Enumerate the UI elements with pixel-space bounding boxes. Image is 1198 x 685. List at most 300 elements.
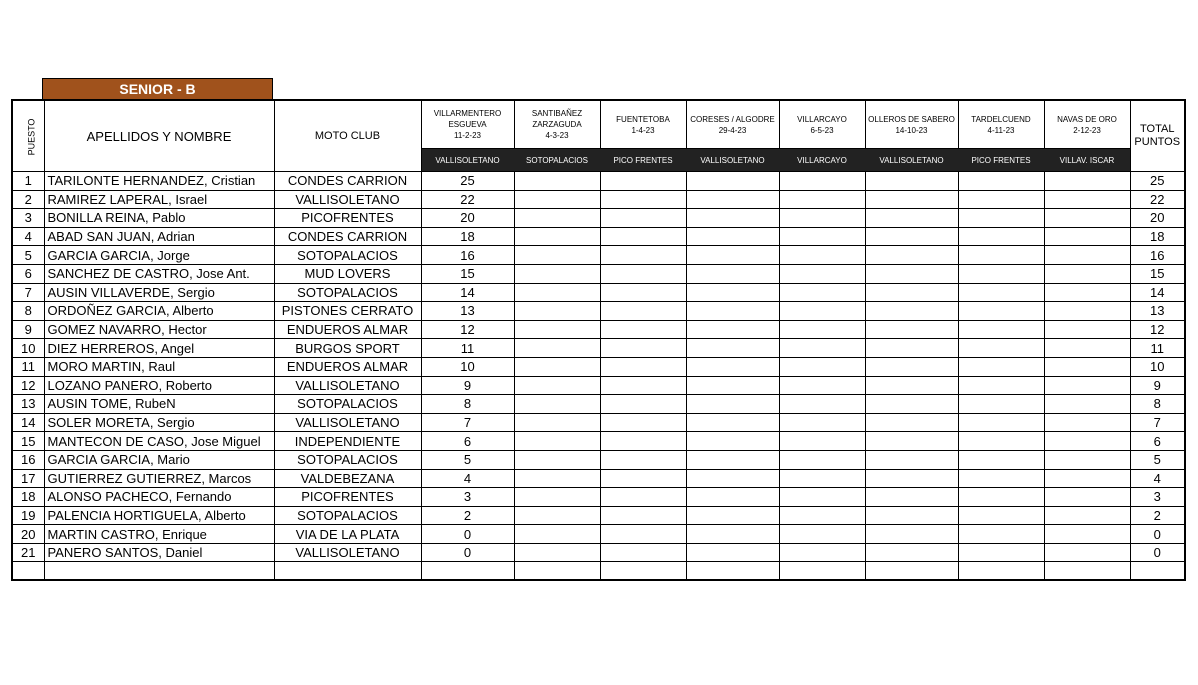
race-points [958,488,1044,507]
total-points: 5 [1130,450,1185,469]
table-row [12,246,1185,265]
table-row [12,190,1185,209]
race-points [1044,283,1130,302]
race-points [514,264,600,283]
total-points: 25 [1130,172,1185,191]
race-points [958,469,1044,488]
rider-club: ENDUEROS ALMAR [274,357,421,376]
race-points [1044,395,1130,414]
empty-cell [865,562,958,581]
race-points [686,357,779,376]
rider-name: SOLER MORETA, Sergio [44,413,274,432]
race-header: TARDELCUEND 4-11-23 [958,100,1044,149]
race-points: 5 [421,450,514,469]
race-points [865,469,958,488]
empty-row [12,562,1185,581]
table-row [12,320,1185,339]
race-points [865,488,958,507]
standings-table [11,99,1186,581]
race-points: 7 [421,413,514,432]
rider-club: PISTONES CERRATO [274,302,421,321]
race-points [958,264,1044,283]
race-points [600,246,686,265]
race-points [686,190,779,209]
race-points [600,283,686,302]
race-points [686,172,779,191]
race-points: 14 [421,283,514,302]
table-row [12,283,1185,302]
race-points: 0 [421,543,514,562]
rider-club: VALLISOLETANO [274,543,421,562]
rider-name: ORDOÑEZ GARCIA, Alberto [44,302,274,321]
race-points [865,432,958,451]
header-total: TOTAL PUNTOS [1130,100,1185,172]
rider-position: 2 [12,190,44,209]
race-points [865,450,958,469]
rider-position: 10 [12,339,44,358]
rider-name: PANERO SANTOS, Daniel [44,543,274,562]
race-points [779,450,865,469]
rider-club: VALDEBEZANA [274,469,421,488]
race-points [1044,264,1130,283]
empty-cell [12,562,44,581]
total-points: 2 [1130,506,1185,525]
race-points [958,246,1044,265]
race-points [1044,246,1130,265]
race-points: 0 [421,525,514,544]
race-points [1044,302,1130,321]
rider-name: GOMEZ NAVARRO, Hector [44,320,274,339]
race-points [514,320,600,339]
race-points [600,357,686,376]
race-points [1044,209,1130,228]
table-row [12,227,1185,246]
race-points [958,543,1044,562]
rider-name: ALONSO PACHECO, Fernando [44,488,274,507]
race-points [600,543,686,562]
rider-position: 17 [12,469,44,488]
table-row [12,432,1185,451]
race-points [1044,488,1130,507]
rider-name: GARCIA GARCIA, Jorge [44,246,274,265]
race-points [600,227,686,246]
race-points: 22 [421,190,514,209]
race-points [514,357,600,376]
race-points [600,320,686,339]
race-organizer: PICO FRENTES [958,149,1044,172]
race-points [958,395,1044,414]
race-header: VILLARCAYO 6-5-23 [779,100,865,149]
race-points [779,209,865,228]
rider-position: 18 [12,488,44,507]
rider-position: 20 [12,525,44,544]
race-points [865,320,958,339]
table-row [12,264,1185,283]
race-points [686,209,779,228]
race-points [958,227,1044,246]
race-points [779,172,865,191]
race-points [958,320,1044,339]
empty-cell [686,562,779,581]
empty-cell [779,562,865,581]
race-points [865,190,958,209]
race-points [865,283,958,302]
race-header: VILLARMENTERO ESGUEVA 11-2-23 [421,100,514,149]
rider-position: 9 [12,320,44,339]
race-points [514,227,600,246]
rider-position: 7 [12,283,44,302]
rider-position: 12 [12,376,44,395]
race-points [865,339,958,358]
race-points [865,506,958,525]
race-points [514,376,600,395]
race-points [686,264,779,283]
race-points [514,450,600,469]
empty-cell [958,562,1044,581]
rider-club: SOTOPALACIOS [274,506,421,525]
race-points [865,525,958,544]
race-points [600,264,686,283]
race-points [779,543,865,562]
race-points [1044,190,1130,209]
rider-position: 16 [12,450,44,469]
race-points [514,339,600,358]
race-points [779,339,865,358]
rider-club: BURGOS SPORT [274,339,421,358]
race-organizer: SOTOPALACIOS [514,149,600,172]
rider-club: INDEPENDIENTE [274,432,421,451]
race-points [600,209,686,228]
race-points [779,432,865,451]
total-points: 10 [1130,357,1185,376]
table-row [12,395,1185,414]
race-points [958,450,1044,469]
table-row [12,376,1185,395]
race-points [686,488,779,507]
race-points [865,227,958,246]
race-points [958,525,1044,544]
total-points: 3 [1130,488,1185,507]
rider-name: GARCIA GARCIA, Mario [44,450,274,469]
race-points [514,246,600,265]
race-organizer: VALLISOLETANO [421,149,514,172]
total-points: 0 [1130,543,1185,562]
rider-name: ABAD SAN JUAN, Adrian [44,227,274,246]
rider-position: 6 [12,264,44,283]
race-points [865,302,958,321]
total-points: 6 [1130,432,1185,451]
header-nombre: APELLIDOS Y NOMBRE [44,100,274,172]
table-row [12,525,1185,544]
race-points [865,264,958,283]
race-header: NAVAS DE ORO 2-12-23 [1044,100,1130,149]
rider-name: MORO MARTIN, Raul [44,357,274,376]
rider-club: PICOFRENTES [274,209,421,228]
race-points [686,376,779,395]
empty-cell [1130,562,1185,581]
rider-club: CONDES CARRION [274,227,421,246]
race-points [958,357,1044,376]
rider-position: 1 [12,172,44,191]
header-puesto: PUESTO [12,100,44,172]
table-row [12,450,1185,469]
race-points [686,525,779,544]
rider-club: MUD LOVERS [274,264,421,283]
race-points [686,283,779,302]
race-points: 15 [421,264,514,283]
race-points [1044,432,1130,451]
rider-club: SOTOPALACIOS [274,246,421,265]
race-points [958,506,1044,525]
race-points [958,339,1044,358]
race-points: 9 [421,376,514,395]
race-points: 12 [421,320,514,339]
race-points [686,506,779,525]
race-points: 8 [421,395,514,414]
total-points: 18 [1130,227,1185,246]
rider-club: PICOFRENTES [274,488,421,507]
race-points [1044,357,1130,376]
rider-name: DIEZ HERREROS, Angel [44,339,274,358]
race-points [686,339,779,358]
total-points: 11 [1130,339,1185,358]
race-points [779,283,865,302]
race-points [1044,543,1130,562]
race-points [779,395,865,414]
race-points [600,172,686,191]
empty-cell [514,562,600,581]
race-points [865,246,958,265]
race-points [779,357,865,376]
rider-club: VIA DE LA PLATA [274,525,421,544]
total-points: 7 [1130,413,1185,432]
race-points [1044,469,1130,488]
table-row [12,302,1185,321]
rider-name: MARTIN CASTRO, Enrique [44,525,274,544]
race-points: 16 [421,246,514,265]
total-points: 16 [1130,246,1185,265]
race-points [514,469,600,488]
total-points: 8 [1130,395,1185,414]
race-header: CORESES / ALGODRE 29-4-23 [686,100,779,149]
table-row [12,469,1185,488]
table-row [12,413,1185,432]
race-header: OLLEROS DE SABERO 14-10-23 [865,100,958,149]
race-points [686,432,779,451]
race-points [600,432,686,451]
race-points: 6 [421,432,514,451]
race-points [514,488,600,507]
header-club: MOTO CLUB [274,100,421,172]
race-points [958,376,1044,395]
race-points [686,450,779,469]
race-points [686,246,779,265]
race-points [514,283,600,302]
rider-name: GUTIERREZ GUTIERREZ, Marcos [44,469,274,488]
race-points [514,395,600,414]
table-row [12,357,1185,376]
empty-cell [600,562,686,581]
race-points [1044,339,1130,358]
race-points [686,469,779,488]
rider-name: BONILLA REINA, Pablo [44,209,274,228]
total-points: 12 [1130,320,1185,339]
race-points [865,172,958,191]
rider-position: 13 [12,395,44,414]
race-points [514,302,600,321]
total-points: 13 [1130,302,1185,321]
race-points [600,525,686,544]
rider-name: RAMIREZ LAPERAL, Israel [44,190,274,209]
table-row [12,506,1185,525]
race-points [958,172,1044,191]
race-organizer: PICO FRENTES [600,149,686,172]
rider-club: ENDUEROS ALMAR [274,320,421,339]
race-points [865,543,958,562]
race-points: 11 [421,339,514,358]
race-points [779,525,865,544]
race-points [686,395,779,414]
rider-position: 11 [12,357,44,376]
race-points [1044,227,1130,246]
race-points: 25 [421,172,514,191]
race-points [1044,506,1130,525]
race-points [865,413,958,432]
rider-name: AUSIN TOME, RubeN [44,395,274,414]
race-points: 2 [421,506,514,525]
race-points [865,357,958,376]
rider-name: LOZANO PANERO, Roberto [44,376,274,395]
rider-position: 21 [12,543,44,562]
race-points [958,302,1044,321]
race-points [865,376,958,395]
race-points [958,413,1044,432]
rider-club: VALLISOLETANO [274,413,421,432]
race-points [514,172,600,191]
race-points [1044,376,1130,395]
race-organizer: VALLISOLETANO [865,149,958,172]
race-points [600,469,686,488]
race-points: 3 [421,488,514,507]
race-points [600,413,686,432]
table-row [12,339,1185,358]
rider-position: 4 [12,227,44,246]
race-points [514,506,600,525]
race-points [1044,413,1130,432]
rider-name: AUSIN VILLAVERDE, Sergio [44,283,274,302]
race-points [514,543,600,562]
rider-position: 5 [12,246,44,265]
race-points [514,432,600,451]
race-points [779,469,865,488]
total-points: 9 [1130,376,1185,395]
table-row [12,543,1185,562]
race-points [958,209,1044,228]
total-points: 0 [1130,525,1185,544]
race-points [779,376,865,395]
category-title: SENIOR - B [42,78,273,99]
race-points [1044,172,1130,191]
total-points: 15 [1130,264,1185,283]
race-points [779,227,865,246]
race-points [600,302,686,321]
table-row [12,209,1185,228]
race-points [958,432,1044,451]
race-points [779,488,865,507]
race-points [686,227,779,246]
race-points [600,506,686,525]
race-points: 20 [421,209,514,228]
race-points [779,302,865,321]
race-points [779,320,865,339]
race-points [686,413,779,432]
rider-club: SOTOPALACIOS [274,283,421,302]
race-points [686,320,779,339]
race-points [779,246,865,265]
race-points [514,209,600,228]
race-points [600,376,686,395]
race-points [1044,525,1130,544]
race-points [686,543,779,562]
race-points [779,413,865,432]
rider-position: 14 [12,413,44,432]
race-points [1044,320,1130,339]
total-points: 4 [1130,469,1185,488]
race-points [514,525,600,544]
race-header: SANTIBAÑEZ ZARZAGUDA 4-3-23 [514,100,600,149]
race-points [514,190,600,209]
race-points [779,190,865,209]
race-points [600,450,686,469]
rider-name: SANCHEZ DE CASTRO, Jose Ant. [44,264,274,283]
rider-name: PALENCIA HORTIGUELA, Alberto [44,506,274,525]
race-header: FUENTETOBA 1-4-23 [600,100,686,149]
rider-club: SOTOPALACIOS [274,395,421,414]
race-organizer: VILLAV. ISCAR [1044,149,1130,172]
empty-cell [421,562,514,581]
race-points [1044,450,1130,469]
race-points: 10 [421,357,514,376]
race-points [686,302,779,321]
rider-position: 15 [12,432,44,451]
race-points [600,190,686,209]
rider-club: VALLISOLETANO [274,190,421,209]
rider-club: VALLISOLETANO [274,376,421,395]
race-points [514,413,600,432]
table-row [12,488,1185,507]
rider-position: 8 [12,302,44,321]
total-points: 22 [1130,190,1185,209]
empty-cell [274,562,421,581]
rider-name: MANTECON DE CASO, Jose Miguel [44,432,274,451]
rider-club: SOTOPALACIOS [274,450,421,469]
rider-position: 3 [12,209,44,228]
race-points [779,506,865,525]
race-points [865,209,958,228]
race-points [865,395,958,414]
table-row [12,172,1185,191]
race-points [600,395,686,414]
race-points [779,264,865,283]
race-points [958,283,1044,302]
race-points [958,190,1044,209]
race-points [600,339,686,358]
race-points: 13 [421,302,514,321]
race-organizer: VILLARCAYO [779,149,865,172]
rider-name: TARILONTE HERNANDEZ, Cristian [44,172,274,191]
race-points: 4 [421,469,514,488]
race-organizer: VALLISOLETANO [686,149,779,172]
